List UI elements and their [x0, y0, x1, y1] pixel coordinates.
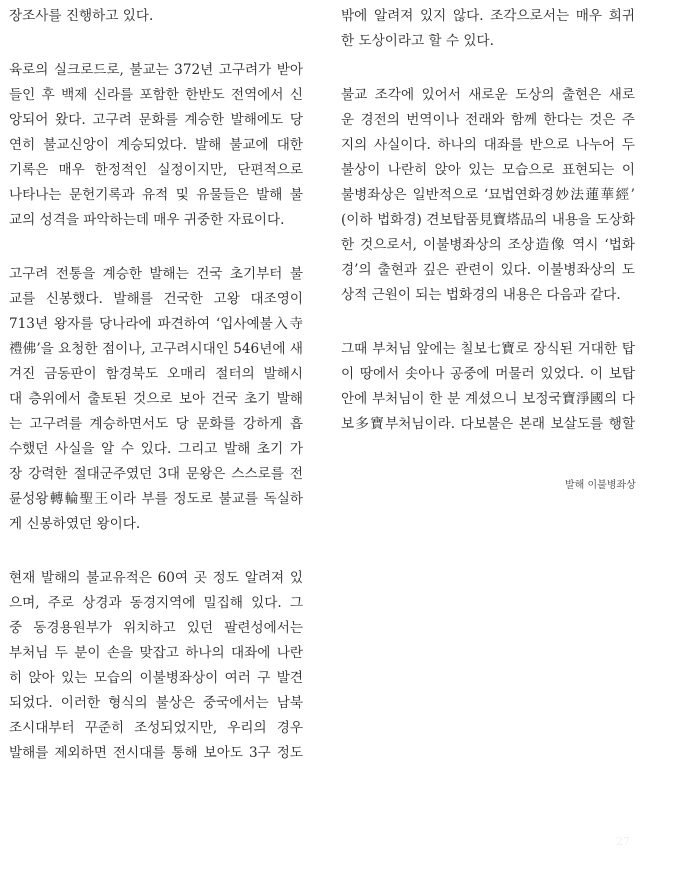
text-line: 밖에 알려져 있지 않다. 조각으로서는 매우 희귀 [341, 8, 635, 24]
text-line: 부처님 두 분이 손을 맞잡고 하나의 대좌에 나란 [9, 645, 303, 661]
text-line: 한 것으로서, 이불병좌상의 조상造像 역시 ‘법화 [341, 237, 635, 253]
text-line: 게 신봉하였던 왕이다. [9, 516, 141, 532]
text-line: 조시대부터 꾸준히 조성되었지만, 우리의 경우 [9, 720, 303, 736]
text-line: 현재 발해의 불교유적은 60여 곳 정도 알려져 있 [9, 570, 303, 586]
text-line: 장 강력한 절대군주였던 3대 문왕은 스스로를 전 [9, 466, 303, 482]
text-line: 나타나는 문헌기록과 유적 및 유물들은 발해 불 [9, 187, 303, 203]
text-line: 교를 신봉했다. 발해를 건국한 고왕 대조영이 [9, 291, 303, 307]
text-line: 한 도상이라고 할 수 있다. [341, 33, 494, 49]
text-line: 육로의 실크로드로, 불교는 372년 고구려가 받아 [9, 62, 303, 78]
text-line: 이 땅에서 솟아나 공중에 머물러 있었다. 이 보탑 [341, 366, 635, 382]
text-line: 안에 부처님이 한 분 계셨으니 보정국寶淨國의 다 [341, 391, 635, 407]
text-line: 장조사를 진행하고 있다. [9, 8, 154, 24]
text-line: 보多寶부처님이라. 다보불은 본래 보살도를 행할 [341, 416, 635, 432]
text-line: 불교 조각에 있어서 새로운 도상의 출현은 새로 [341, 87, 635, 103]
text-line: 중 동경용원부가 위치하고 있던 팔련성에서는 [9, 620, 303, 636]
text-line: 륜성왕轉輪聖王이라 부를 정도로 불교를 독실하 [9, 491, 303, 507]
text-line: 수했던 사실을 알 수 있다. 그리고 발해 초기 가 [9, 441, 303, 457]
text-line: 발해를 제외하면 전시대를 통해 보아도 3구 정도 [9, 745, 303, 761]
text-line: (이하 법화경) 견보탑품見寶塔品의 내용을 도상화 [341, 212, 635, 228]
text-line: 경’의 출현과 깊은 관련이 있다. 이불병좌상의 도 [341, 262, 635, 278]
text-line: 운 경전의 번역이나 전래와 함께 한다는 것은 주 [341, 112, 635, 128]
text-line: 713년 왕자를 당나라에 파견하여 ‘입사예불入寺 [9, 316, 303, 332]
text-line: 되었다. 이러한 형식의 불상은 중국에서는 남북 [9, 695, 303, 711]
text-line: 연히 불교신앙이 계승되었다. 발해 불교에 대한 [9, 137, 303, 153]
text-line: 겨진 금동판이 함경북도 오매리 절터의 발해시 [9, 366, 303, 382]
photo-caption: 발해 이불병좌상 [565, 480, 636, 491]
page-number: 27 [616, 835, 630, 848]
text-line: 교의 성격을 파악하는데 매우 귀중한 자료이다. [9, 212, 285, 228]
text-line: 들인 후 백제 신라를 포함한 한반도 전역에서 신 [9, 87, 303, 103]
text-line: 지의 사실이다. 하나의 대좌를 반으로 나누어 두 [341, 137, 635, 153]
text-line: 앙되어 왔다. 고구려 문화를 계승한 발해에도 당 [9, 112, 303, 128]
text-line: 고구려 전통을 계승한 발해는 건국 초기부터 불 [9, 266, 303, 282]
text-line: 불상이 나란히 앉아 있는 모습으로 표현되는 이 [341, 162, 635, 178]
buddha-statue-photo [305, 485, 700, 885]
text-line: 는 고구려를 계승하면서도 당 문화를 강하게 흡 [9, 416, 303, 432]
text-line: 대 층위에서 출토된 것으로 보아 건국 초기 발해 [9, 391, 303, 407]
text-line: 상적 근원이 되는 법화경의 내용은 다음과 같다. [341, 287, 621, 303]
text-line: 불병좌상은 일반적으로 ‘묘법연화경妙法蓮華經’ [341, 187, 635, 203]
text-line: 히 앉아 있는 모습의 이불병좌상이 여러 구 발견 [9, 670, 303, 686]
text-line: 禮佛’을 요청한 점이나, 고구려시대인 546년에 새 [9, 341, 303, 357]
text-line: 으며, 주로 상경과 동경지역에 밀집해 있다. 그 [9, 595, 303, 611]
text-line: 그때 부처님 앞에는 칠보七寶로 장식된 거대한 탑 [341, 341, 635, 357]
text-line: 기록은 매우 한정적인 실정이지만, 단편적으로 [9, 162, 303, 178]
